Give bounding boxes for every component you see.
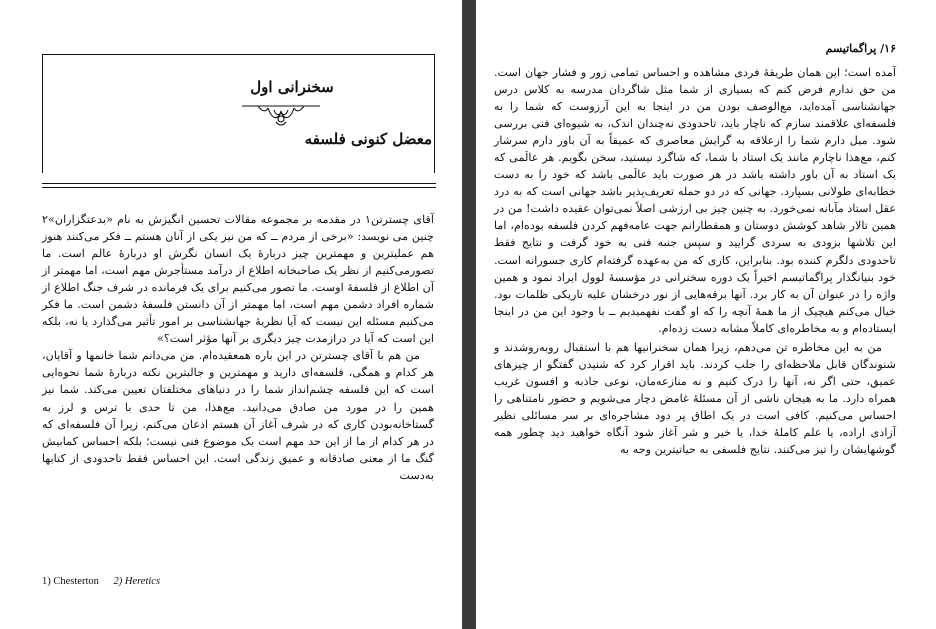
right-page	[476, 0, 936, 629]
paragraph: آقای چسترتن۱ در مقدمه بر مجموعه مقالات تحسین انگیزش به نام «بدعتگزاران»۲ چنین می نویسد: «برخی از مردم ــ که من نیز یکی از آنان هستم ــ فکر می‌کنند هنوز هم عملیترین و مهمترین چیز دربارهٔ یک انسان نگرش او دربارهٔ عالم است. ما تصورمی‌کنیم از نظر یک صاحبخانه اطلاع از درآمد مستأجرش مهم است، اما مهمتر از آن اطلاع از فلسفهٔ اوست. ما تصور می‌کنیم برای یک فرمانده در شرف جنگ اطلاع از شماره افراد دشمن مهم است، اما مهمتر از آن دانستن فلسفهٔ دشمن است. ما فکر می‌کنیم مسئله این نیست که آیا نظریهٔ جهانشناسی بر امور تأثیر می‌گذارد یا نه، بلکه این است که آیا در درازمدت چیز دیگری بر آنها مؤثر است؟»	[42, 213, 434, 346]
paragraph: من به این مخاطره تن می‌دهم، زیرا همان سخنرانیها هم با استقبال روبه‌روشدند و شنوندگان قابل ملاحظه‌ای را جلب کردند. باید اقرار کرد که شنیدن گفتگو از چیزهای عمیق، حتی اگر نه، آنها را درک کنیم و نه منازعه‌مان، نوعی جاذبه و افسون غریب همراه دارد. ما به هیجان ناشی از آن مسئلهٔ غامض دچار می‌شویم و حضور نامتناهی را احساس می‌کنیم. کافی است در یک اطاق پر دود مشاجره‌ای بر سر مسائلی نظیر آزادی اراده، یا علم کاملهٔ خدا، یا خیر و شر آغاز شود آنگاه خواهید دید چطور همه گوشهایشان را تیز می‌کنند. نتایج فلسفی به حیاتیترین وجه به	[494, 340, 896, 457]
paragraph: من هم با آقای چسترتن در این باره همعقیده‌ام. من می‌دانم شما خانمها و آقایان، هر کدام و همگی، فلسفه‌ای دارید و مهمترین و جالبترین نکته دربارهٔ شما نحوه‌ایی است که این فلسفه چشم‌انداز شما را در دنیاهای مختلفتان تعیین می‌کند. شما نیز همین را در مورد من صادق می‌دانید. مع‌هذا، من تا حدی با ترس و لرز به گستاخانه‌بودن کاری که در شرف آغاز آن هستم اذعان می‌کنم. زیرا آن فلسفه‌ای که در هر کدام از ما از این حد مهم است یک موضوع فنی نیست؛ بلکه احساس کمابیش گنگ ما از معنی صادقانه و عمیق زندگی است. این احساس فقط تاحدودی از کتابها به‌دست	[42, 349, 434, 482]
ornament-icon	[238, 98, 324, 128]
book-spine	[462, 0, 476, 629]
footnotes	[42, 576, 172, 587]
footnote: 1) Chesterton	[42, 576, 99, 587]
left-page	[0, 0, 462, 629]
chapter-label: سخنرانی اول	[250, 78, 334, 96]
running-head: ۱۶/ پراگماتیسم	[825, 42, 896, 55]
paragraph: آمده است؛ این همان طریقهٔ فردی مشاهده و احساس تمامی زور و فشار جهان است. من حق ندارم فرض کنم که بسیاری از شما مثل شاگردان مدرسه به کلاس درس جهانشناسی آمده‌اید، مع‌الوصف بودن من در اینجا به این آرزوست که شما را به فلسفه‌ای علاقمند سازم که ناچار باید، تاحدودی نه‌چندان اندک، به شیوه‌ای فنی بررسی شود. میل دارم شما را ازعلاقه به گرایش معاصری که عمیقاً به آن باور دارم سرشار کنم، مع‌هذا ناچارم مانند یک استاد با شما، که شاگرد نیستید، سخن بگویم. هر عالَمی که یک استاد به آن باور داشته باشد در هر صورت باید عالَمی باشد که خود را به دست خطابه‌ای طولانی بسپارد. جهانی که در دو جمله تعریف‌پذیر باشد جهانی است که به درد عقل استاد مآبانه نمی‌خورد. به چنین چیز بی ارزشی اصلاً نمی‌توان عقیده داشت! من در همین تالار شاهد کوشش دوستان و همقطارانم جهت عامه‌فهم کردن فلسفه بوده‌ام، اما این تلاشها بزودی به سردی گرایید و سپس جنبه فنی به خود گرفت و نتایج فقط تاحدودی دلگرم کننده بود. بنابراین، کاری که من به‌عهده گرفته‌ام کاری جسورانه است. خود بنیانگذار پراگماتیسم اخیراً یک دوره سخنرانی در مؤسسهٔ لوول ایراد نمود و همین واژه را در عنوان آن به کار برد. آنها برقه‌هایی از نور درخشان علیه تاریکی ظلمات بود. خیال می‌کنم هیچیک از ما همهٔ آنچه را که او گفت نفهمیدیم ــ با وجود این من در اینجا ایستاده‌ام و به مخاطره‌ای کاملاً مشابه دست زده‌ام.	[494, 66, 896, 335]
chapter-divider	[42, 183, 436, 188]
right-page-body	[494, 64, 896, 458]
left-page-body	[42, 211, 434, 484]
chapter-title: معضل کنونی فلسفه	[304, 130, 432, 148]
footnote: 2) Heretics	[113, 576, 161, 587]
